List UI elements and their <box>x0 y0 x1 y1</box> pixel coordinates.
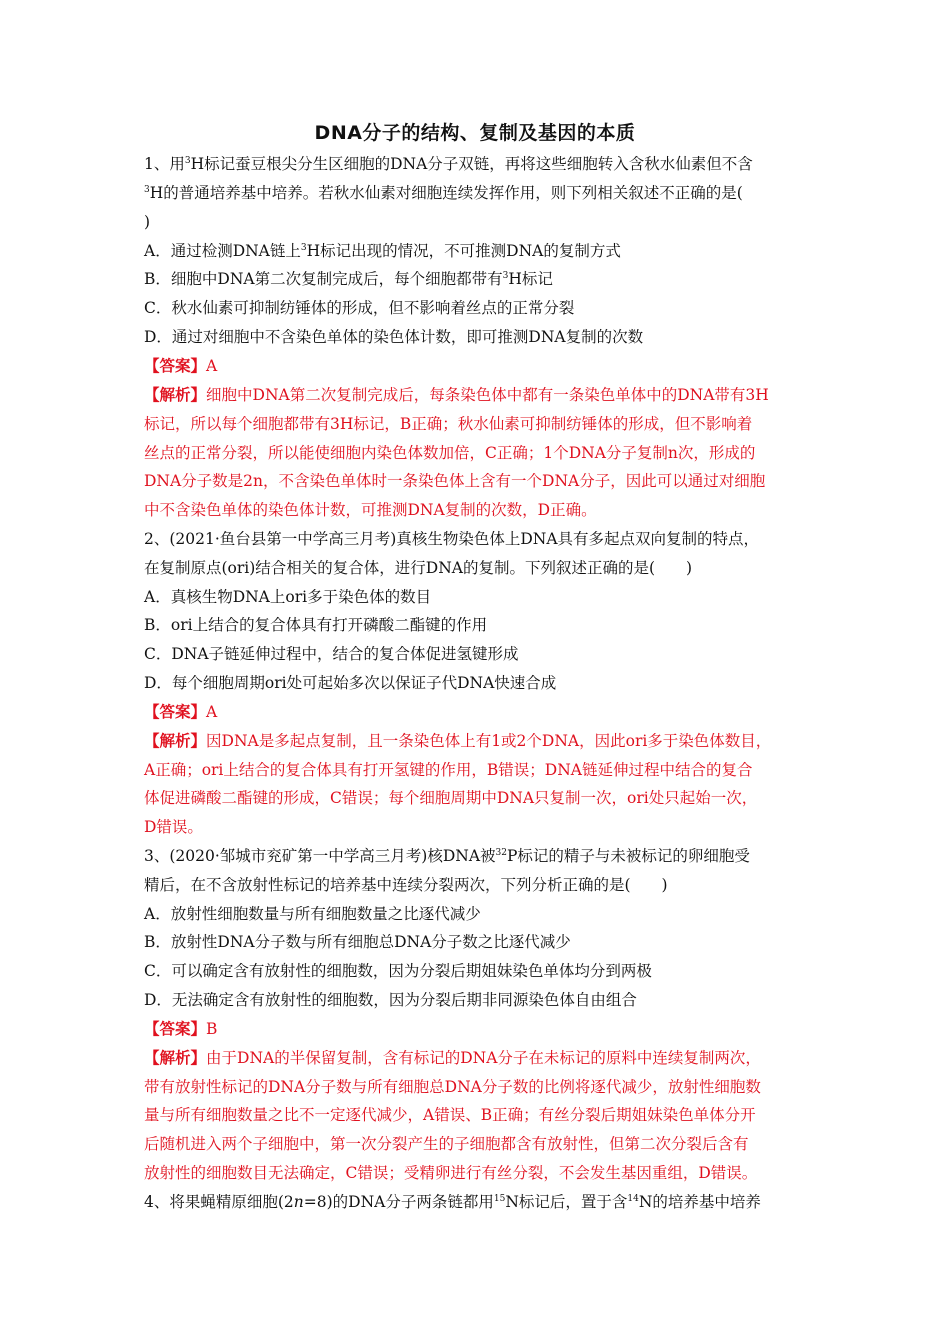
q2-analysis-line: A正确；ori上结合的复合体具有打开氢键的作用，B错误；DNA链延伸过程中结合的复合 <box>144 761 753 779</box>
q3-analysis-line: 【解析】由于DNA的半保留复制，含有标记的DNA分子在未标记的原料中连续复制两次， <box>144 1048 761 1067</box>
q1-option-c: C．秋水仙素可抑制纺锤体的形成，但不影响着丝点的正常分裂 <box>144 299 575 317</box>
q3-analysis-line: 放射性的细胞数目无法确定，C错误；受精卵进行有丝分裂，不会发生基因重组，D错误。 <box>144 1164 758 1182</box>
q1-stem-line-1: 1、用$^3$H标记蚕豆根尖分生区细胞的DNA分子双链，再将这些细胞转入含秋水仙素但不含 <box>144 155 753 173</box>
q1-analysis-line: 中不含染色单体的染色体计数，可推测DNA复制的次数，D正确。 <box>144 501 597 519</box>
q1-analysis-line: DNA分子数是2n，不含染色单体时一条染色体上含有一个DNA分子，因此可以通过对细胞 <box>144 472 766 490</box>
q1-option-a: A．通过检测DNA链上$^3$H标记出现的情况，不可推测DNA的复制方式 <box>144 242 621 260</box>
q3-stem-line-2: 精后，在不含放射性标记的培养基中连续分裂两次，下列分析正确的是( ) <box>144 876 668 894</box>
q2-option-d: D．每个细胞周期ori处可起始多次以保证子代DNA快速合成 <box>144 674 557 692</box>
q1-option-d: D．通过对细胞中不含染色单体的染色体计数，即可推测DNA复制的次数 <box>144 328 644 346</box>
q2-option-b: B．ori上结合的复合体具有打开磷酸二酯键的作用 <box>144 616 488 634</box>
q2-stem-line-1: 2、(2021·鱼台县第一中学高三月考)真核生物染色体上DNA具有多起点双向复制的特点， <box>144 530 760 548</box>
q3-analysis-line: 后随机进入两个子细胞中，第一次分裂产生的子细胞都含有放射性，但第二次分裂后含有 <box>144 1135 749 1153</box>
q2-analysis-line: D错误。 <box>144 818 203 836</box>
q1-analysis-line: 丝点的正常分裂，所以能使细胞内染色体数加倍，C正确；1个DNA分子复制n次，形成的 <box>144 444 756 462</box>
q2-stem-line-2: 在复制原点(ori)结合相关的复合体，进行DNA的复制。下列叙述正确的是( ) <box>144 559 693 577</box>
q2-analysis-line: 体促进磷酸二酯键的形成，C错误；每个细胞周期中DNA只复制一次，ori处只起始一次， <box>144 789 758 807</box>
q2-answer: 【答案】A <box>144 702 218 721</box>
q3-answer: 【答案】B <box>144 1019 218 1038</box>
q1-stem-line-2: $^3$H的普通培养基中培养。若秋水仙素对细胞连续发挥作用，则下列相关叙述不正确的是( <box>144 184 743 202</box>
q2-analysis-line: 【解析】因DNA是多起点复制，且一条染色体上有1或2个DNA，因此ori多于染色体数目， <box>144 731 772 750</box>
q2-option-a: A．真核生物DNA上ori多于染色体的数目 <box>144 588 432 606</box>
q3-analysis-line: 带有放射性标记的DNA分子数与所有细胞总DNA分子数的比例将逐代减少，放射性细胞数 <box>144 1078 761 1096</box>
q3-option-c: C．可以确定含有放射性的细胞数，因为分裂后期姐妹染色单体均分到两极 <box>144 962 652 980</box>
q3-option-d: D．无法确定含有放射性的细胞数，因为分裂后期非同源染色体自由组合 <box>144 991 637 1009</box>
q1-analysis-line: 【解析】细胞中DNA第二次复制完成后，每条染色体中都有一条染色单体中的DNA带有3H <box>144 385 769 404</box>
q1-analysis-line: 标记，所以每个细胞都带有3H标记，B正确；秋水仙素可抑制纺锤体的形成，但不影响着 <box>144 415 753 433</box>
q4-stem-line-1: 4、将果蝇精原细胞(2n=8)的DNA分子两条链都用$^{15}$N标记后，置于含$^{14}$N的培养基中培养 <box>144 1193 761 1211</box>
q1-option-b: B．细胞中DNA第二次复制完成后，每个细胞都带有$^3$H标记 <box>144 270 553 288</box>
q3-option-b: B．放射性DNA分子数与所有细胞总DNA分子数之比逐代减少 <box>144 933 571 951</box>
q3-analysis-line: 量与所有细胞数量之比不一定逐代减少，A错误、B正确；有丝分裂后期姐妹染色单体分开 <box>144 1106 756 1124</box>
q3-stem-line-1: 3、(2020·邹城市兖矿第一中学高三月考)核DNA被$^{32}$P标记的精子与未被标记的卵细胞受 <box>144 847 750 865</box>
q2-option-c: C．DNA子链延伸过程中，结合的复合体促进氢键形成 <box>144 645 519 663</box>
q3-option-a: A．放射性细胞数量与所有细胞数量之比逐代减少 <box>144 905 481 923</box>
q1-stem-line-3: ) <box>144 213 151 231</box>
q1-answer: 【答案】A <box>144 356 218 375</box>
page-title: DNA分子的结构、复制及基因的本质 <box>314 122 636 144</box>
